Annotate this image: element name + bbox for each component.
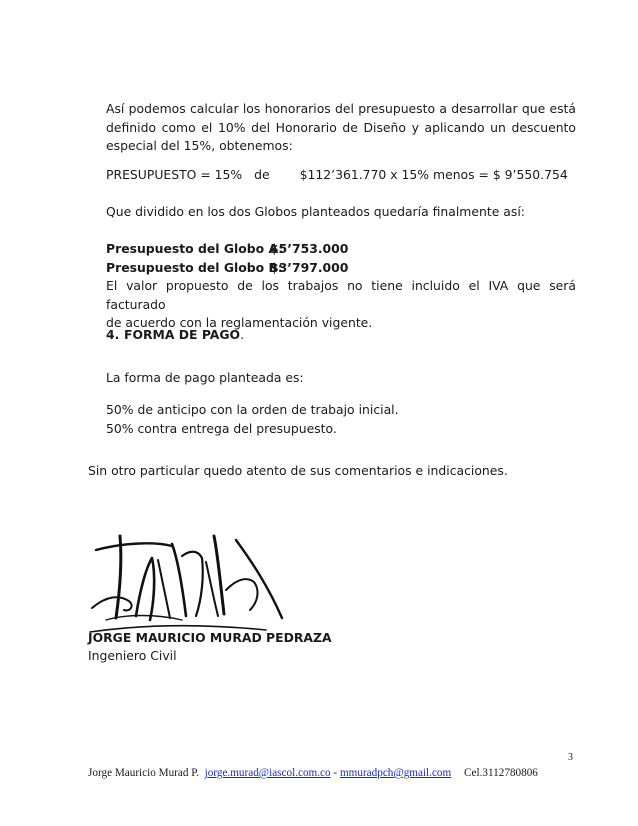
page-number: 3 — [568, 752, 573, 763]
footer-name: Jorge Mauricio Murad P. — [88, 767, 200, 779]
budget-b-value: $3’797.000 — [270, 259, 349, 275]
fee-calculation-paragraph — [106, 100, 576, 156]
handwritten-signature — [86, 520, 296, 640]
budget-row-b — [106, 259, 576, 278]
formula-label: PRESUPUESTO = 15% — [106, 167, 243, 182]
footer-separator: - — [333, 767, 338, 779]
section-title: FORMA DE PAGO — [124, 327, 241, 342]
budget-b-label: Presupuesto del Globo B: — [106, 259, 283, 275]
payment-intro: La forma de pago planteada es: — [106, 370, 304, 385]
budget-breakdown — [106, 240, 576, 333]
signatory-title: Ingeniero Civil — [88, 648, 177, 663]
budget-formula — [106, 166, 576, 185]
payment-item: 50% de anticipo con la orden de trabajo inicial. — [106, 402, 399, 417]
budget-a-label: Presupuesto del Globo A: — [106, 241, 284, 256]
footer-email-link[interactable]: jorge.murad@iascol.com.co — [204, 767, 331, 779]
section-number: 4. — [106, 327, 120, 342]
paragraph-line: definido como el 10% del Honorario de Diseño y aplicando un descuento — [106, 119, 576, 135]
budget-row-a — [106, 240, 576, 259]
iva-note-line: de acuerdo con la reglamentación vigente. — [106, 315, 373, 330]
signatory-name: JORGE MAURICIO MURAD PEDRAZA — [88, 630, 332, 645]
footer-phone: Cel.3112780806 — [464, 767, 538, 779]
iva-note-line: El valor propuesto de los trabajos no tiene incluido el IVA que será facturado — [106, 278, 576, 312]
section-punct: . — [240, 327, 245, 342]
section-heading-payment — [106, 326, 576, 345]
globos-intro: Que dividido en los dos Globos planteados quedaría finalmente así: — [106, 204, 525, 219]
formula-connector: de — [254, 167, 270, 182]
closing-sentence: Sin otro particular quedo atento de sus comentarios e indicaciones. — [88, 463, 508, 478]
payment-item: 50% contra entrega del presupuesto. — [106, 420, 337, 436]
formula-expression: $112’361.770 x 15% menos = $ 9’550.754 — [299, 167, 568, 182]
budget-a-value: $5’753.000 — [270, 241, 349, 256]
footer — [88, 767, 538, 779]
paragraph-line: Así podemos calcular los honorarios del presupuesto a desarrollar que está — [106, 101, 576, 116]
footer-email-link[interactable]: mmuradpch@gmail.com — [339, 767, 452, 779]
payment-list — [106, 401, 576, 438]
paragraph-line: especial del 15%, obtenemos: — [106, 138, 293, 153]
